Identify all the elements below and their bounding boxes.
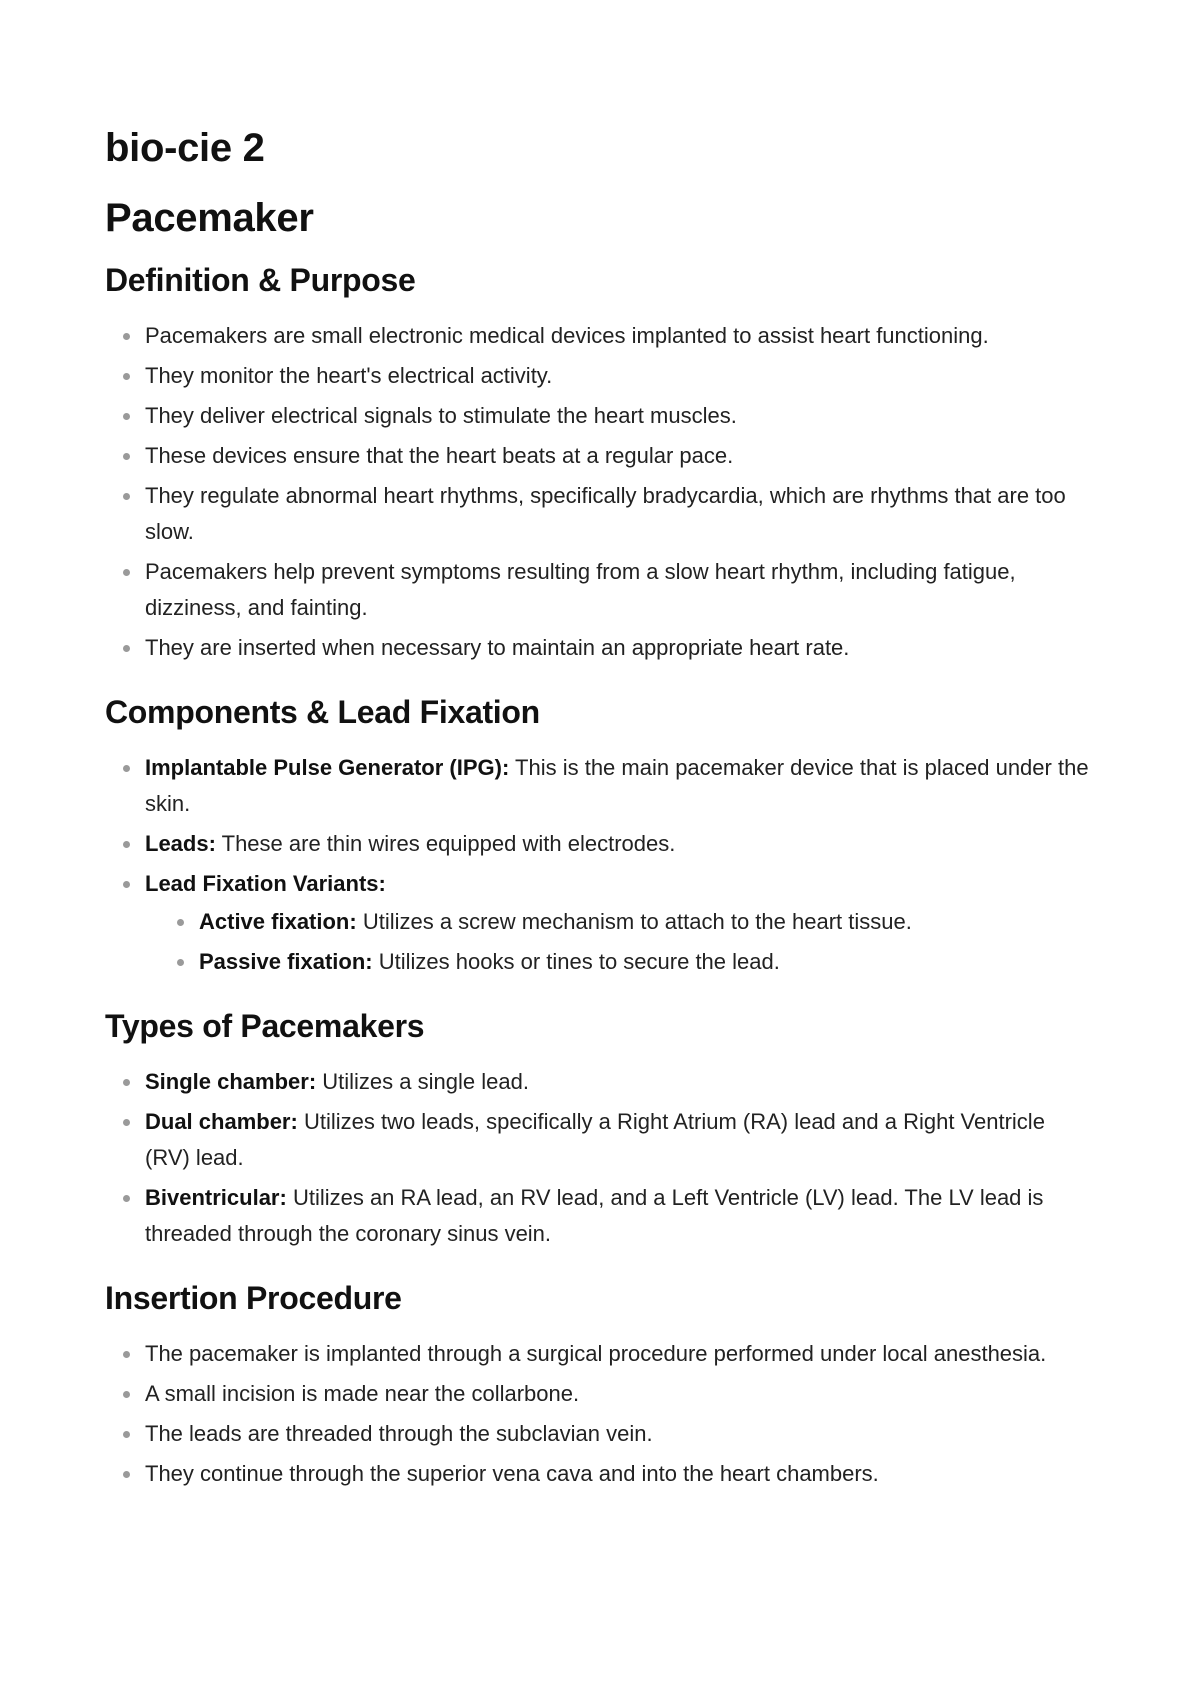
section-heading-types: Types of Pacemakers bbox=[105, 1008, 425, 1044]
list-item-single-chamber bbox=[105, 1064, 1095, 1100]
list-item: Pacemakers are small electronic medical devices implanted to assist heart functioning. bbox=[105, 318, 1095, 354]
term-description: These are thin wires equipped with electrodes. bbox=[215, 831, 676, 856]
term-description: This is the main pacemaker device that is placed under the skin. bbox=[145, 755, 1089, 816]
list-item: They deliver electrical signals to stimulate the heart muscles. bbox=[105, 398, 1095, 434]
insertion-list bbox=[105, 1336, 1095, 1492]
types-list bbox=[105, 1064, 1095, 1252]
document-page bbox=[105, 120, 1095, 1516]
term-description: Utilizes a single lead. bbox=[316, 1069, 529, 1094]
term-description: Utilizes two leads, specifically a Right Atrium (RA) lead and a Right Ventricle (RV) lead. bbox=[145, 1109, 1045, 1170]
list-item: These devices ensure that the heart beats at a regular pace. bbox=[105, 438, 1095, 474]
term-description: Utilizes hooks or tines to secure the lead. bbox=[372, 949, 780, 974]
list-item: They continue through the superior vena cava and into the heart chambers. bbox=[105, 1456, 1095, 1492]
section-insertion bbox=[105, 1276, 1095, 1492]
list-item-leads bbox=[105, 826, 1095, 862]
term-label: Implantable Pulse Generator (IPG): bbox=[145, 755, 510, 780]
list-item: A small incision is made near the collarbone. bbox=[105, 1376, 1095, 1412]
document-title: bio-cie 2 bbox=[105, 126, 265, 170]
section-heading-definition: Definition & Purpose bbox=[105, 262, 416, 298]
term-label: Leads: bbox=[145, 831, 216, 856]
section-definition bbox=[105, 258, 1095, 666]
list-item: They are inserted when necessary to maintain an appropriate heart rate. bbox=[105, 630, 1095, 666]
section-types bbox=[105, 1004, 1095, 1252]
list-item-dual-chamber bbox=[105, 1104, 1095, 1176]
page-title: Pacemaker bbox=[105, 196, 314, 240]
list-item: The leads are threaded through the subclavian vein. bbox=[105, 1416, 1095, 1452]
list-item-fixation bbox=[105, 866, 1095, 980]
term-label: Active fixation: bbox=[199, 909, 357, 934]
term-label: Single chamber: bbox=[145, 1069, 317, 1094]
term-label: Biventricular: bbox=[145, 1185, 287, 1210]
term-description: Utilizes an RA lead, an RV lead, and a Left Ventricle (LV) lead. The LV lead is threaded through the coronary sinus vein. bbox=[145, 1185, 1044, 1246]
section-components bbox=[105, 690, 1095, 980]
section-heading-insertion: Insertion Procedure bbox=[105, 1280, 402, 1316]
definition-list bbox=[105, 318, 1095, 666]
term-description: Utilizes a screw mechanism to attach to the heart tissue. bbox=[356, 909, 912, 934]
term-label: Dual chamber: bbox=[145, 1109, 298, 1134]
list-item-biventricular bbox=[105, 1180, 1095, 1252]
list-item-ipg bbox=[105, 750, 1095, 822]
section-heading-components: Components & Lead Fixation bbox=[105, 694, 540, 730]
term-label: Lead Fixation Variants: bbox=[145, 871, 386, 896]
fixation-sublist bbox=[145, 904, 1095, 980]
list-item-active-fixation bbox=[145, 904, 1095, 940]
list-item: The pacemaker is implanted through a surgical procedure performed under local anesthesia. bbox=[105, 1336, 1095, 1372]
list-item-passive-fixation bbox=[145, 944, 1095, 980]
list-item: They regulate abnormal heart rhythms, specifically bradycardia, which are rhythms that are too slow. bbox=[105, 478, 1095, 550]
list-item: Pacemakers help prevent symptoms resulting from a slow heart rhythm, including fatigue, dizziness, and fainting. bbox=[105, 554, 1095, 626]
term-label: Passive fixation: bbox=[199, 949, 373, 974]
components-list bbox=[105, 750, 1095, 980]
list-item: They monitor the heart's electrical activity. bbox=[105, 358, 1095, 394]
